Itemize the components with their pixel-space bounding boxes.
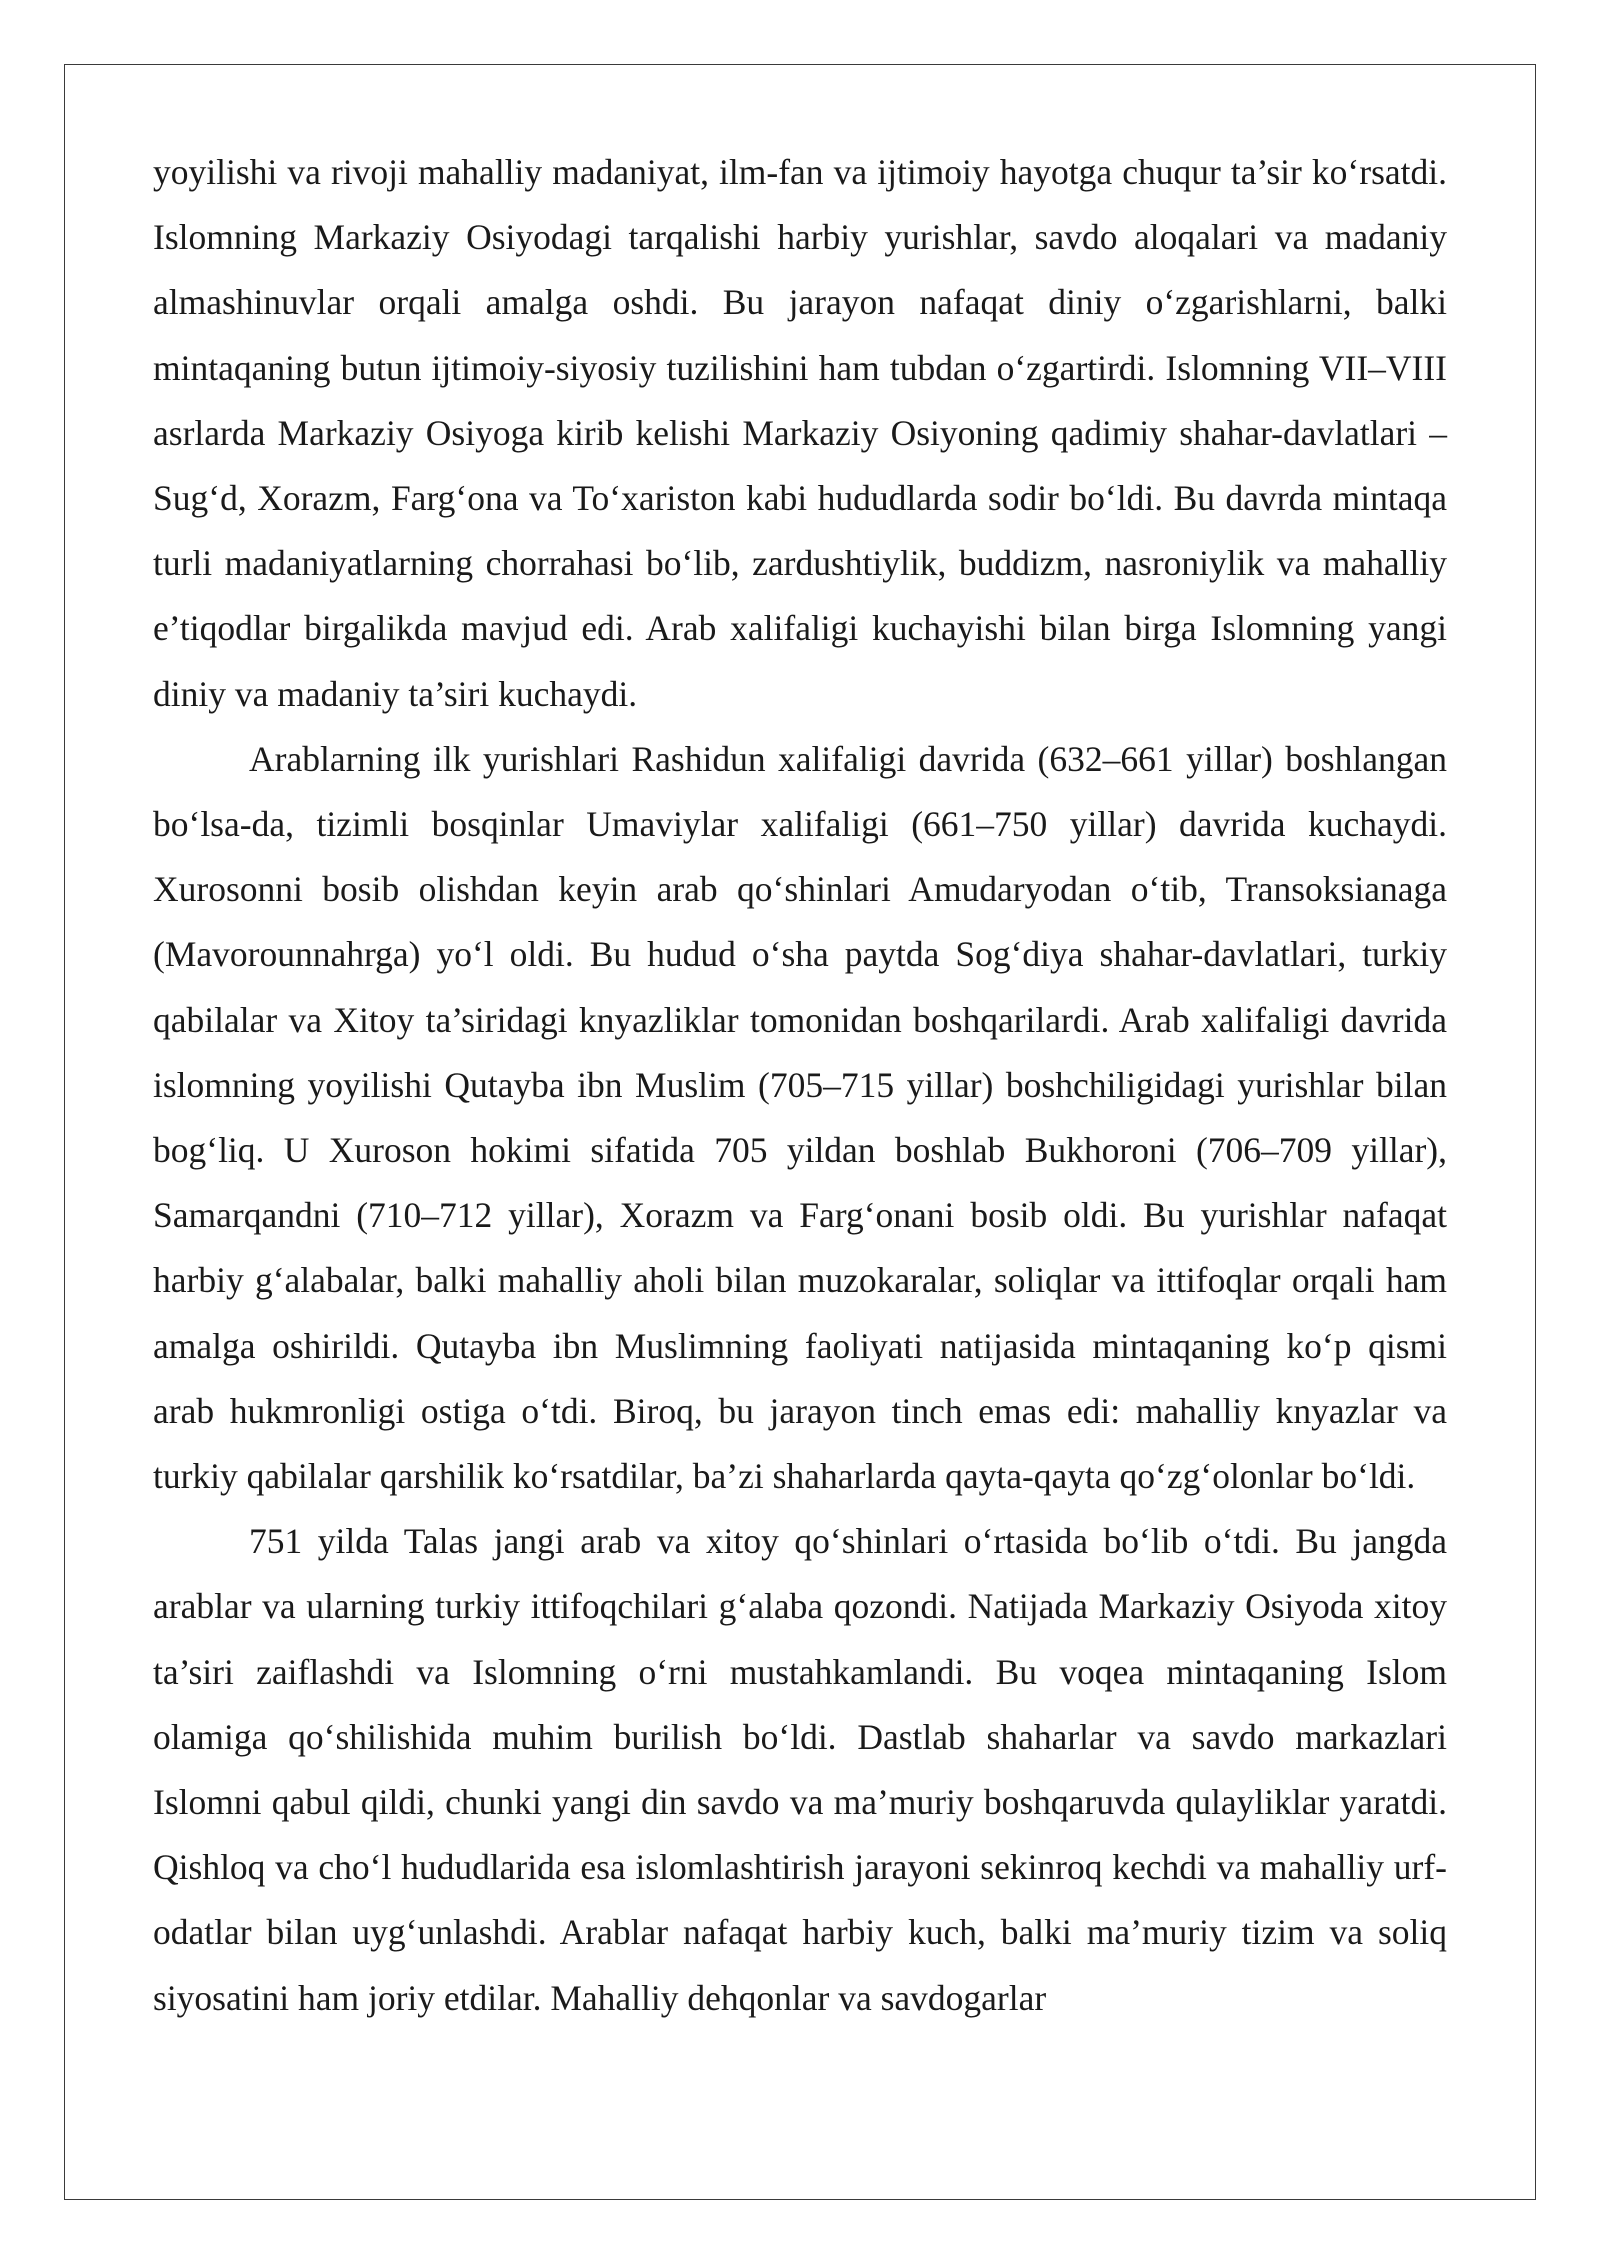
paragraph-3: 751 yilda Talas jangi arab va xitoy qo‘shinlari o‘rtasida bo‘lib o‘tdi. Bu jangda arablar va ularning turkiy ittifoqchilari g‘alaba qozondi. Natijada Markaziy Osiyoda xitoy ta’siri zaiflashdi va Islomning o‘rni mustahkamlandi. Bu voqea mintaqaning Islom olamiga qo‘shilishida muhim burilish bo‘ldi. Dastlab shaharlar va savdo markazlari Islomni qabul qildi, chunki yangi din savdo va ma’muriy boshqaruvda qulayliklar yaratdi. Qishloq va cho‘l hududlarida esa islomlashtirish jarayoni sekinroq kechdi va mahalliy urf-odatlar bilan uyg‘unlashdi. Arablar nafaqat harbiy kuch, balki ma’muriy tizim va soliq siyosatini ham joriy etdilar. Mahalliy dehqonlar va savdogarlar <box>153 1521 1447 2018</box>
document-body <box>153 140 1447 2031</box>
paragraph-2: Arablarning ilk yurishlari Rashidun xalifaligi davrida (632–661 yillar) boshlangan bo‘lsa-da, tizimli bosqinlar Umaviylar xalifaligi (661–750 yillar) davrida kuchaydi. Xurosonni bosib olishdan keyin arab qo‘shinlari Amudaryodan o‘tib, Transoksianaga (Mavorounnahrga) yo‘l oldi. Bu hudud o‘sha paytda Sog‘diya shahar-davlatlari, turkiy qabilalar va Xitoy ta’siridagi knyazliklar tomonidan boshqarilardi. Arab xalifaligi davrida islomning yoyilishi Qutayba ibn Muslim (705–715 yillar) boshchiligidagi yurishlar bilan bog‘liq. U Xuroson hokimi sifatida 705 yildan boshlab Bukhoroni (706–709 yillar), Samarqandni (710–712 yillar), Xorazm va Farg‘onani bosib oldi. Bu yurishlar nafaqat harbiy g‘alabalar, balki mahalliy aholi bilan muzokaralar, soliqlar va ittifoqlar orqali ham amalga oshirildi. Qutayba ibn Muslimning faoliyati natijasida mintaqaning ko‘p qismi arab hukmronligi ostiga o‘tdi. Biroq, bu jarayon tinch emas edi: mahalliy knyazlar va turkiy qabilalar qarshilik ko‘rsatdilar, ba’zi shaharlarda qayta-qayta qo‘zg‘olonlar bo‘ldi. <box>153 738 1447 1497</box>
paragraph-1: yoyilishi va rivoji mahalliy madaniyat, ilm-fan va ijtimoiy hayotga chuqur ta’sir ko‘rsatdi. Islomning Markaziy Osiyodagi tarqalishi harbiy yurishlar, savdo aloqalari va madaniy almashinuvlar orqali amalga oshdi. Bu jarayon nafaqat diniy o‘zgarishlarni, balki mintaqaning butun ijtimoiy-siyosiy tuzilishini ham tubdan o‘zgartirdi. Islomning VII–VIII asrlarda Markaziy Osiyoga kirib kelishi Markaziy Osiyoning qadimiy shahar-davlatlari – Sug‘d, Xorazm, Farg‘ona va To‘xariston kabi hududlarda sodir bo‘ldi. Bu davrda mintaqa turli madaniyatlarning chorrahasi bo‘lib, zardushtiylik, buddizm, nasroniylik va mahalliy e’tiqodlar birgalikda mavjud edi. Arab xalifaligi kuchayishi bilan birga Islomning yangi diniy va madaniy ta’siri kuchaydi. <box>153 152 1447 714</box>
